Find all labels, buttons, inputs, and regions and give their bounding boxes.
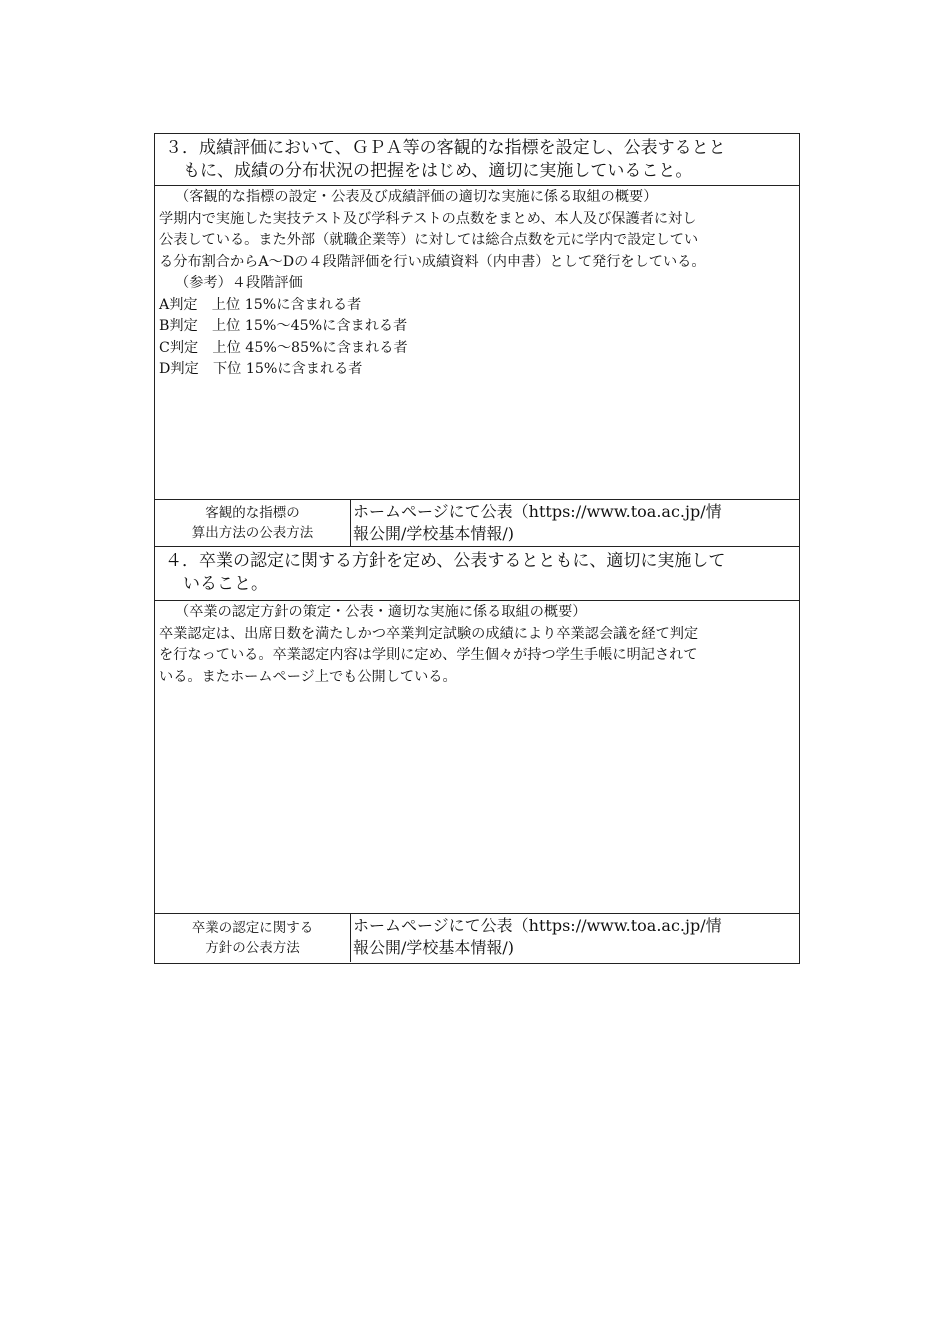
section4-footer-label (155, 914, 350, 962)
section4-footer-value-line1: ホームページにて公表（https://www.toa.ac.jp/情 (353, 916, 722, 935)
section3-footer-label-line1: 客観的な指標の (205, 505, 300, 521)
section3-body-line: 学期内で実施した実技テスト及び学科テストの点数をまとめ、本人及び保護者に対し (159, 210, 697, 227)
divider (155, 600, 799, 601)
section4-footer-value-line2: 報公開/学校基本情報/) (353, 938, 515, 957)
section3-body-line: る分布割合からA～Dの４段階評価を行い成績資料（内申書）として発行をしている。 (159, 253, 706, 270)
section4-title-line2: いること。 (183, 574, 268, 594)
section3-body-line: 公表している。また外部（就職企業等）に対しては総合点数を元に学内で設定してい (159, 232, 699, 248)
section3-footer-value-line1: ホームページにて公表（https://www.toa.ac.jp/情 (353, 502, 722, 521)
section3-caption: （客観的な指標の設定・公表及び成績評価の適切な実施に係る取組の概要） (175, 189, 658, 205)
section3-footer (155, 500, 799, 546)
section4-body-line: いる。またホームページ上でも公開している。 (159, 668, 457, 685)
section3-footer-value-line2: 報公開/学校基本情報/) (353, 524, 515, 543)
disclosure-table (154, 133, 800, 964)
grade-line-c: C判定 上位 45%～85%に含まれる者 (159, 339, 408, 356)
grade-line-a: A判定 上位 15%に含まれる者 (159, 296, 362, 313)
section4-footer-value (353, 914, 795, 962)
section3-reference-label: （参考）４段階評価 (175, 275, 303, 291)
section3-title-line2: もに、成績の分布状況の把握をはじめ、適切に実施していること。 (183, 161, 693, 181)
section4-body-line: 卒業認定は、出席日数を満たしかつ卒業判定試験の成績により卒業認会議を経て判定 (159, 625, 699, 642)
divider (350, 500, 351, 546)
section3-body (155, 187, 799, 497)
section4-title (155, 550, 799, 598)
section3-footer-label-line2: 算出方法の公表方法 (191, 525, 314, 541)
grade-line-b: B判定 上位 15%～45%に含まれる者 (159, 318, 408, 334)
section4-caption: （卒業の認定方針の策定・公表・適切な実施に係る取組の概要） (175, 604, 587, 620)
section3-footer-value (353, 500, 795, 546)
section3-footer-label (155, 500, 350, 546)
section4-body (155, 602, 799, 910)
section4-title-line1: ４．卒業の認定に関する方針を定め、公表するとともに、適切に実施して (165, 551, 726, 571)
section4-footer-label-line2: 方針の公表方法 (205, 940, 300, 956)
section4-footer-label-line1: 卒業の認定に関する (191, 920, 314, 936)
section4-footer (155, 914, 799, 962)
divider (155, 185, 799, 186)
grade-line-d: D判定 下位 15%に含まれる者 (159, 361, 363, 377)
section3-title-line1: ３．成績評価において、ＧＰＡ等の客観的な指標を設定し、公表するとと (165, 138, 726, 158)
section4-body-line: を行なっている。卒業認定内容は学則に定め、学生個々が持つ学生手帳に明記されて (159, 647, 698, 663)
section3-title (155, 137, 799, 185)
divider (155, 546, 799, 547)
divider (350, 914, 351, 962)
